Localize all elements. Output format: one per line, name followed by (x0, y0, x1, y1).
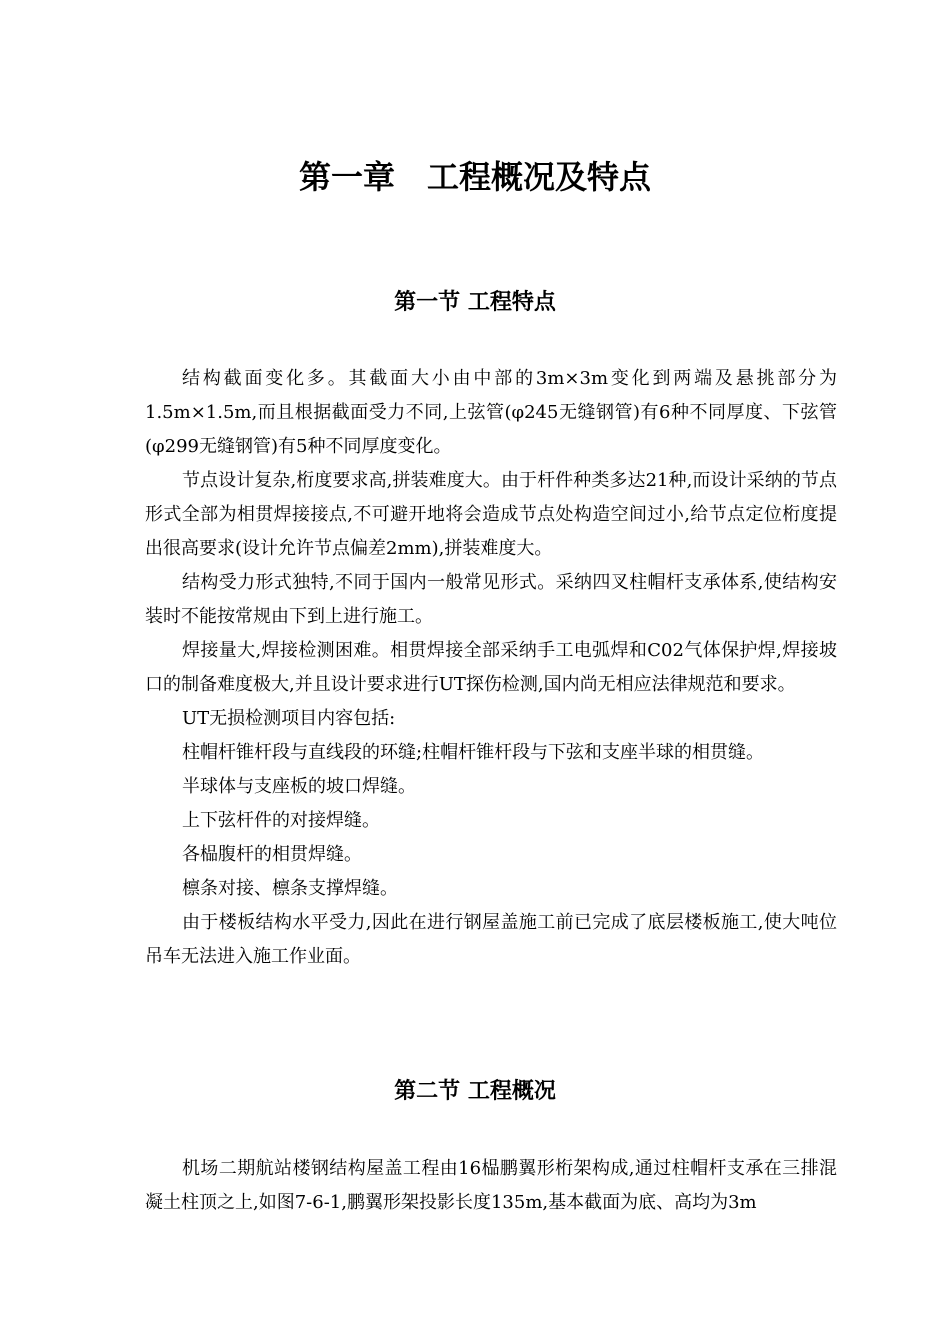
chapter-title: 第一章 工程概况及特点 (298, 158, 651, 196)
paragraph: 机场二期航站楼钢结构屋盖工程由16榀鹏翼形桁架构成,通过柱帽杆支承在三排混凝土柱顶之上,如图7-6-1,鹏翼形架投影长度135m,基本截面为底、高均为3m (145, 1158, 837, 1213)
paragraph: 结构受力形式独特,不同于国内一般常见形式。采纳四叉柱帽杆支承体系,使结构安装时不能按常规由下到上进行施工。 (145, 572, 837, 627)
list-item: 上下弦杆件的对接焊缝。 (182, 810, 380, 831)
section-features-body (145, 362, 837, 974)
section-title-overview: 第二节 工程概况 (394, 1079, 556, 1104)
section-title-features: 第一节 工程特点 (394, 290, 556, 315)
paragraph: 由于楼板结构水平受力,因此在进行钢屋盖施工前已完成了底层楼板施工,使大吨位吊车无法进入施工作业面。 (145, 912, 837, 967)
list-item: UT无损检测项目内容包括: (182, 708, 396, 729)
list-item: 檩条对接、檩条支撑焊缝。 (182, 878, 398, 899)
section-overview-body (145, 1152, 837, 1220)
paragraph: 焊接量大,焊接检测困难。相贯焊接全部采纳手工电弧焊和C02气体保护焊,焊接坡口的制备难度极大,并且设计要求进行UT探伤检测,国内尚无相应法律规范和要求。 (145, 640, 837, 695)
list-item: 各榀腹杆的相贯焊缝。 (182, 844, 362, 865)
paragraph: 结构截面变化多。其截面大小由中部的3m×3m变化到两端及悬挑部分为1.5m×1.5m,而且根据截面受力不同,上弦管(φ245无缝钢管)有6种不同厚度、下弦管(φ299无缝钢管)有5种不同厚度变化。 (145, 368, 837, 457)
list-item: 柱帽杆锥杆段与直线段的环缝;柱帽杆锥杆段与下弦和支座半球的相贯缝。 (182, 742, 765, 763)
list-item: 半球体与支座板的坡口焊缝。 (182, 776, 416, 797)
paragraph: 节点设计复杂,桁度要求高,拼装难度大。由于杆件种类多达21种,而设计采纳的节点形式全部为相贯焊接接点,不可避开地将会造成节点处构造空间过小,给节点定位桁度提出很高要求(设计允许节点偏差2mm),拼装难度大。 (145, 470, 837, 559)
